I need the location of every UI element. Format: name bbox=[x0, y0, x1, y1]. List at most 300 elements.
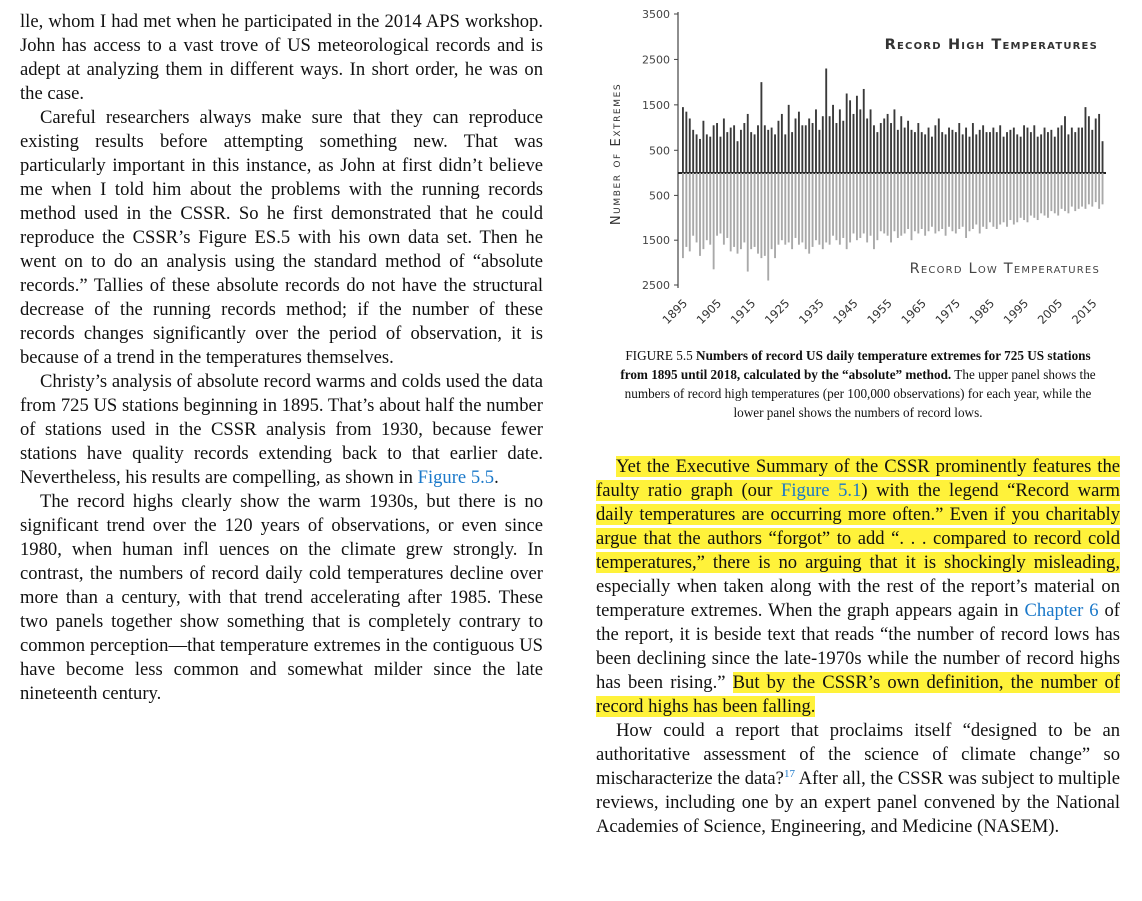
record-extremes-chart bbox=[600, 4, 1120, 340]
record-high-bar bbox=[842, 121, 844, 173]
record-high-bar bbox=[934, 125, 936, 173]
x-tick-label: 1955 bbox=[864, 296, 895, 327]
record-low-bar bbox=[825, 173, 827, 242]
record-high-bar bbox=[876, 132, 878, 173]
record-low-bar bbox=[720, 173, 722, 233]
record-low-bar bbox=[934, 173, 936, 233]
record-high-bar bbox=[764, 125, 766, 173]
record-low-bar bbox=[740, 173, 742, 249]
record-high-bar bbox=[992, 128, 994, 173]
record-low-bar bbox=[880, 173, 882, 231]
record-low-bar bbox=[1081, 173, 1083, 207]
record-low-bar bbox=[1047, 173, 1049, 218]
record-low-bar bbox=[730, 173, 732, 251]
record-low-bar bbox=[1091, 173, 1093, 207]
record-high-bar bbox=[904, 128, 906, 173]
x-tick-label: 1935 bbox=[796, 296, 827, 327]
record-low-bar bbox=[836, 173, 838, 240]
record-low-bar bbox=[955, 173, 957, 233]
record-low-bar bbox=[685, 173, 687, 247]
record-high-bar bbox=[747, 114, 749, 173]
y-tick-label: 1500 bbox=[642, 234, 670, 248]
record-low-bar bbox=[1061, 173, 1063, 209]
record-high-bar bbox=[825, 69, 827, 173]
x-tick-label: 1905 bbox=[693, 296, 725, 327]
record-high-bar bbox=[1067, 134, 1069, 173]
record-low-bar bbox=[1023, 173, 1025, 220]
record-high-bar bbox=[931, 137, 933, 173]
y-tick-label: 2500 bbox=[642, 53, 670, 67]
record-low-bar bbox=[764, 173, 766, 256]
record-high-bar bbox=[754, 134, 756, 173]
record-high-bar bbox=[791, 132, 793, 173]
record-low-bar bbox=[1037, 173, 1039, 220]
record-high-bar bbox=[921, 132, 923, 173]
record-low-bar bbox=[979, 173, 981, 233]
record-low-bar bbox=[699, 173, 701, 256]
paragraph-5-text: especially when taken along with the rest of the report’s material on temperature extremes. When the graph appears again in bbox=[596, 576, 1120, 621]
caption-label: FIGURE 5.5 bbox=[625, 348, 693, 363]
record-high-bar bbox=[911, 130, 913, 173]
highlighted-text-1: Yet the Executive Summary of the CSSR prominently features the faulty ratio graph (our bbox=[596, 456, 1120, 501]
y-tick-label: 1500 bbox=[642, 98, 670, 112]
record-high-bar bbox=[774, 134, 776, 173]
record-high-bar bbox=[890, 123, 892, 173]
record-high-bar bbox=[917, 123, 919, 173]
record-low-bar bbox=[951, 173, 953, 231]
record-high-bar bbox=[757, 125, 759, 173]
record-low-bar bbox=[696, 173, 698, 242]
record-high-bar bbox=[784, 134, 786, 173]
record-high-bar bbox=[859, 109, 861, 173]
x-tick-label: 1895 bbox=[659, 296, 691, 327]
record-low-bar bbox=[774, 173, 776, 258]
record-low-bar bbox=[986, 173, 988, 229]
record-low-bar bbox=[1088, 173, 1090, 204]
record-low-bar bbox=[737, 173, 739, 254]
record-low-bar bbox=[815, 173, 817, 240]
x-tick-label: 1985 bbox=[966, 296, 998, 327]
paragraph-6 bbox=[596, 719, 1120, 839]
record-high-bar bbox=[689, 118, 691, 173]
x-tick-label: 1995 bbox=[1000, 296, 1032, 327]
x-tick-label: 1945 bbox=[830, 296, 861, 327]
left-column bbox=[20, 10, 543, 706]
record-high-bar bbox=[1027, 128, 1029, 173]
record-high-bar bbox=[1088, 116, 1090, 173]
record-high-bar bbox=[849, 100, 851, 173]
record-high-bar bbox=[951, 130, 953, 173]
record-low-bar bbox=[890, 173, 892, 242]
record-low-bar bbox=[716, 173, 718, 236]
chapter-6-link[interactable]: Chapter 6 bbox=[1024, 600, 1099, 621]
record-low-bar bbox=[771, 173, 773, 249]
record-low-bar bbox=[972, 173, 974, 229]
record-high-bar bbox=[801, 125, 803, 173]
y-tick-label: 500 bbox=[649, 189, 670, 203]
paragraph-3-text: Christy’s analysis of absolute record warms and colds used the data from 725 US stations beginning in 1895. That’s about half the number of stations used in the CSSR analysis from 1930, because fewer stations have quality records extending back to that earlier date. Nevertheless, his results are compelling, as shown in bbox=[20, 371, 543, 488]
record-low-bar bbox=[924, 173, 926, 236]
record-high-bar bbox=[692, 130, 694, 173]
record-high-bar bbox=[1020, 137, 1022, 173]
record-low-bar bbox=[1102, 173, 1104, 204]
record-low-bar bbox=[989, 173, 991, 222]
record-low-bar bbox=[795, 173, 797, 238]
record-low-bar bbox=[781, 173, 783, 240]
record-high-bar bbox=[767, 130, 769, 173]
record-low-bar bbox=[1003, 173, 1005, 222]
record-low-bar bbox=[743, 173, 745, 242]
record-low-bar bbox=[733, 173, 735, 247]
record-high-bar bbox=[870, 109, 872, 173]
record-low-bar bbox=[709, 173, 711, 245]
record-high-bar bbox=[989, 132, 991, 173]
record-low-bar bbox=[894, 173, 896, 231]
record-high-bar bbox=[696, 134, 698, 173]
y-tick-label: 2500 bbox=[642, 279, 670, 292]
record-low-bar bbox=[1067, 173, 1069, 213]
record-high-bar bbox=[1047, 132, 1049, 173]
record-high-bar bbox=[846, 94, 848, 174]
record-low-bar bbox=[856, 173, 858, 240]
record-low-bar bbox=[801, 173, 803, 242]
record-high-bar bbox=[685, 112, 687, 173]
record-high-bar bbox=[975, 134, 977, 173]
record-low-bar bbox=[1033, 173, 1035, 218]
record-low-bar bbox=[982, 173, 984, 227]
record-low-bar bbox=[996, 173, 998, 229]
record-low-bar bbox=[839, 173, 841, 245]
record-high-bar bbox=[760, 82, 762, 173]
record-high-bar bbox=[873, 125, 875, 173]
record-low-bar bbox=[853, 173, 855, 233]
record-high-bar bbox=[853, 114, 855, 173]
paragraph-3-end: . bbox=[494, 467, 499, 488]
record-low-bar bbox=[992, 173, 994, 227]
record-high-bar bbox=[887, 114, 889, 173]
record-low-bar bbox=[723, 173, 725, 245]
record-high-bar bbox=[737, 141, 739, 173]
y-axis-label: Number of Extremes bbox=[609, 82, 624, 226]
record-high-bar bbox=[883, 118, 885, 173]
record-low-bar bbox=[897, 173, 899, 238]
record-high-bar bbox=[1078, 128, 1080, 173]
record-high-bar bbox=[1061, 125, 1063, 173]
x-tick-label: 1915 bbox=[727, 296, 759, 327]
record-high-bars bbox=[682, 69, 1103, 173]
record-high-bar bbox=[1102, 141, 1104, 173]
paragraph-1: lle, whom I had met when he participated in the 2014 APS workshop. John has access to a vast trove of US meteorological records and is adept at analyzing them in different ways. In short order, he was on the case. bbox=[20, 11, 543, 104]
record-low-bar bbox=[958, 173, 960, 229]
lower-panel-label: Record Low Temperatures bbox=[909, 261, 1100, 277]
record-low-bar bbox=[778, 173, 780, 245]
record-high-bar bbox=[856, 96, 858, 173]
record-low-bar bbox=[846, 173, 848, 249]
record-low-bar bbox=[1074, 173, 1076, 211]
record-high-bar bbox=[726, 132, 728, 173]
x-tick-label: 2015 bbox=[1068, 296, 1100, 327]
record-high-bar bbox=[924, 134, 926, 173]
record-high-bar bbox=[795, 118, 797, 173]
record-high-bar bbox=[1003, 137, 1005, 173]
record-low-bar bbox=[818, 173, 820, 245]
record-low-bar bbox=[822, 173, 824, 249]
record-high-bar bbox=[836, 123, 838, 173]
record-low-bar bbox=[754, 173, 756, 247]
record-low-bar bbox=[1078, 173, 1080, 209]
record-high-bar bbox=[805, 125, 807, 173]
record-high-bar bbox=[982, 125, 984, 173]
record-low-bar bbox=[965, 173, 967, 238]
record-high-bar bbox=[894, 109, 896, 173]
record-low-bar bbox=[767, 173, 769, 281]
record-high-bar bbox=[1033, 125, 1035, 173]
paragraph-5 bbox=[596, 455, 1120, 719]
record-low-bar bbox=[1030, 173, 1032, 216]
record-high-bar bbox=[812, 123, 814, 173]
record-low-bar bbox=[999, 173, 1001, 225]
record-low-bar bbox=[1044, 173, 1046, 216]
paragraph-3 bbox=[20, 370, 543, 490]
record-high-bar bbox=[863, 89, 865, 173]
record-low-bar bbox=[1054, 173, 1056, 213]
record-high-bar bbox=[822, 116, 824, 173]
record-high-bar bbox=[955, 132, 957, 173]
record-high-bar bbox=[945, 134, 947, 173]
record-high-bar bbox=[706, 134, 708, 173]
record-low-bar bbox=[904, 173, 906, 233]
record-low-bar bbox=[812, 173, 814, 247]
x-axis-ticks bbox=[660, 296, 1100, 327]
record-high-bar bbox=[928, 128, 930, 173]
figure-5-5-link[interactable]: Figure 5.5 bbox=[417, 467, 495, 488]
record-low-bar bbox=[805, 173, 807, 249]
record-low-bar bbox=[866, 173, 868, 242]
record-low-bar bbox=[962, 173, 964, 227]
record-low-bar bbox=[941, 173, 943, 229]
record-low-bar bbox=[750, 173, 752, 249]
record-high-bar bbox=[730, 128, 732, 173]
record-low-bar bbox=[1071, 173, 1073, 207]
record-low-bar bbox=[883, 173, 885, 233]
record-low-bar bbox=[863, 173, 865, 233]
record-high-bar bbox=[900, 116, 902, 173]
record-high-bar bbox=[962, 134, 964, 173]
record-low-bar bbox=[876, 173, 878, 240]
record-high-bar bbox=[1050, 130, 1052, 173]
caption-title: Numbers of record US daily temperature extremes for 725 US stations from 1895 until 2018, calculated by the “absolute” method. bbox=[620, 348, 1091, 382]
record-high-bar bbox=[907, 121, 909, 173]
record-low-bar bbox=[692, 173, 694, 236]
record-low-bar bbox=[928, 173, 930, 231]
record-high-bar bbox=[750, 132, 752, 173]
record-high-bar bbox=[1037, 137, 1039, 173]
record-high-bar bbox=[1081, 128, 1083, 173]
record-high-bar bbox=[1071, 128, 1073, 173]
record-high-bar bbox=[1054, 137, 1056, 173]
record-low-bar bbox=[1057, 173, 1059, 216]
record-high-bar bbox=[702, 121, 704, 173]
record-low-bar bbox=[907, 173, 909, 229]
record-low-bar bbox=[873, 173, 875, 249]
record-low-bar bbox=[706, 173, 708, 240]
record-low-bar bbox=[798, 173, 800, 245]
record-high-bar bbox=[999, 125, 1001, 173]
record-low-bar bbox=[948, 173, 950, 227]
record-low-bar bbox=[747, 173, 749, 272]
record-high-bar bbox=[709, 137, 711, 173]
record-low-bar bbox=[1009, 173, 1011, 220]
record-low-bar bbox=[975, 173, 977, 225]
record-low-bar bbox=[842, 173, 844, 238]
record-high-bar bbox=[1016, 134, 1018, 173]
paragraph-5-text-2: of the report, it is beside text that reads “the number of record lows has been declining since the late-1970s while the number of record highs has been rising.” bbox=[596, 600, 1120, 693]
record-low-bar bbox=[1006, 173, 1008, 227]
paragraph-6-end: After all, the CSSR was subject to multiple reviews, including one by an expert panel convened by the National Academies of Science, Engineering, and Medicine (NASEM). bbox=[596, 768, 1120, 837]
record-low-bar bbox=[1020, 173, 1022, 218]
highlighted-text-2: ) with the legend “Record warm daily temperatures are occurring more often.” Even if you charitably argue that the authors “forgot” to add “. . . compared to record cold temperatures,” there is no arguing that it is shockingly misleading, bbox=[596, 480, 1120, 573]
record-low-bar bbox=[760, 173, 762, 258]
footnote-17-link[interactable]: 17 bbox=[783, 767, 795, 780]
record-high-bar bbox=[733, 125, 735, 173]
record-high-bar bbox=[1006, 132, 1008, 173]
record-low-bar bbox=[1064, 173, 1066, 211]
record-high-bar bbox=[781, 114, 783, 173]
record-high-bar bbox=[788, 105, 790, 173]
record-low-bar bbox=[945, 173, 947, 236]
record-high-bar bbox=[958, 123, 960, 173]
x-tick-label: 1925 bbox=[761, 296, 793, 327]
record-low-bar bbox=[859, 173, 861, 238]
record-high-bar bbox=[713, 125, 715, 173]
record-high-bar bbox=[986, 132, 988, 173]
paragraph-2: Careful researchers always make sure that they can reproduce existing results before attempting something new. That was particularly important in this instance, as John at first didn’t believe me when I told him about the problems with the running records method used in the CSSR. So he first demonstrated that he could reproduce the CSSR’s Figure ES.5 with his own data set. Then he went on to do an analysis using the standard method of “absolute records.” Tallies of these absolute records do not have the structural decrease of the running records method; if the number of these records changes significantly over the period of observation, it is because of a trend in the temperatures themselves. bbox=[20, 107, 543, 368]
record-low-bar bbox=[1040, 173, 1042, 213]
record-high-bar bbox=[965, 128, 967, 173]
record-high-bar bbox=[969, 137, 971, 173]
record-low-bar bbox=[726, 173, 728, 238]
x-tick-label: 2005 bbox=[1034, 296, 1066, 327]
record-low-bar bbox=[702, 173, 704, 249]
record-high-bar bbox=[866, 118, 868, 173]
y-tick-label: 500 bbox=[649, 144, 670, 158]
record-low-bar bbox=[900, 173, 902, 236]
caption-body: The upper panel shows the numbers of record high temperatures (per 100,000 observations) for each year, while the lower panel shows the numbers of record lows. bbox=[624, 367, 1096, 420]
record-low-bar bbox=[791, 173, 793, 249]
record-high-bar bbox=[880, 123, 882, 173]
record-high-bar bbox=[740, 130, 742, 173]
record-low-bar bbox=[808, 173, 810, 254]
record-high-bar bbox=[1095, 118, 1097, 173]
record-high-bar bbox=[938, 118, 940, 173]
record-high-bar bbox=[996, 132, 998, 173]
record-high-bar bbox=[778, 121, 780, 173]
record-high-bar bbox=[743, 123, 745, 173]
record-low-bar bbox=[788, 173, 790, 242]
x-tick-label: 1975 bbox=[932, 296, 964, 327]
record-low-bar bbox=[931, 173, 933, 227]
record-low-bar bbox=[1098, 173, 1100, 209]
record-high-bar bbox=[798, 112, 800, 173]
record-high-bar bbox=[972, 123, 974, 173]
record-low-bar bbox=[969, 173, 971, 231]
record-high-bar bbox=[1013, 128, 1015, 173]
record-high-bar bbox=[815, 109, 817, 173]
paragraph-4: The record highs clearly show the warm 1930s, but there is no significant trend over the 120 years of observations, or even since 1980, when human infl uences on the climate grew strongly. In contrast, the numbers of record daily cold temperatures decline over more than a century, with that trend accelerating after 1985. These two panels together show something that is completely contrary to common perception—that temperature extremes in the contiguous US have become less common and somewhat milder since the late nineteenth century. bbox=[20, 491, 543, 704]
record-high-bar bbox=[914, 132, 916, 173]
record-high-bar bbox=[1044, 128, 1046, 173]
x-tick-label: 1965 bbox=[898, 296, 929, 327]
figure-5-1-link[interactable]: Figure 5.1 bbox=[781, 480, 862, 501]
record-low-bar bbox=[938, 173, 940, 231]
right-column bbox=[596, 455, 1120, 839]
record-high-bar bbox=[897, 130, 899, 173]
record-low-bar bbox=[757, 173, 759, 254]
record-high-bar bbox=[808, 118, 810, 173]
record-high-bar bbox=[832, 105, 834, 173]
record-low-bar bbox=[921, 173, 923, 229]
record-low-bar bbox=[784, 173, 786, 245]
record-high-bar bbox=[771, 128, 773, 173]
y-axis-ticks bbox=[642, 8, 678, 292]
record-high-bar bbox=[829, 116, 831, 173]
record-low-bar bbox=[911, 173, 913, 240]
record-high-bar bbox=[979, 130, 981, 173]
record-low-bar bbox=[1085, 173, 1087, 209]
record-low-bar bbox=[849, 173, 851, 242]
record-high-bar bbox=[948, 128, 950, 173]
record-low-bar bbox=[1016, 173, 1018, 222]
record-low-bar bbox=[1013, 173, 1015, 225]
figure-caption bbox=[612, 346, 1104, 422]
record-high-bar bbox=[720, 137, 722, 173]
record-low-bar bbox=[689, 173, 691, 251]
record-high-bar bbox=[1085, 107, 1087, 173]
record-high-bar bbox=[682, 107, 684, 173]
record-low-bar bbox=[829, 173, 831, 245]
highlighted-text-3: But by the CSSR’s own definition, the number of record highs has been falling. bbox=[596, 672, 1120, 717]
record-high-bar bbox=[1009, 130, 1011, 173]
record-high-bar bbox=[1074, 132, 1076, 173]
record-low-bar bbox=[914, 173, 916, 231]
record-high-bar bbox=[818, 130, 820, 173]
record-high-bar bbox=[941, 132, 943, 173]
record-high-bar bbox=[839, 109, 841, 173]
record-low-bar bbox=[917, 173, 919, 233]
record-high-bar bbox=[1057, 128, 1059, 173]
y-tick-label: 3500 bbox=[642, 8, 670, 21]
record-high-bar bbox=[1023, 125, 1025, 173]
record-low-bar bbox=[713, 173, 715, 269]
record-high-bar bbox=[1040, 134, 1042, 173]
record-low-bar bbox=[682, 173, 684, 258]
record-high-bar bbox=[699, 139, 701, 173]
record-low-bar bbox=[1095, 173, 1097, 202]
record-high-bar bbox=[1098, 114, 1100, 173]
record-high-bar bbox=[1091, 130, 1093, 173]
record-high-bar bbox=[716, 123, 718, 173]
record-high-bar bbox=[723, 118, 725, 173]
paragraph-6-text: How could a report that proclaims itself “designed to be an authoritative assessment of the science of climate change” so mischaracterize the data? bbox=[596, 720, 1120, 789]
record-low-bar bbox=[1027, 173, 1029, 222]
record-low-bar bbox=[887, 173, 889, 236]
record-low-bar bbox=[870, 173, 872, 236]
record-low-bar bbox=[1050, 173, 1052, 211]
record-high-bar bbox=[1064, 116, 1066, 173]
record-high-bar bbox=[1030, 132, 1032, 173]
upper-panel-label: Record High Temperatures bbox=[884, 37, 1098, 53]
record-low-bar bbox=[832, 173, 834, 236]
